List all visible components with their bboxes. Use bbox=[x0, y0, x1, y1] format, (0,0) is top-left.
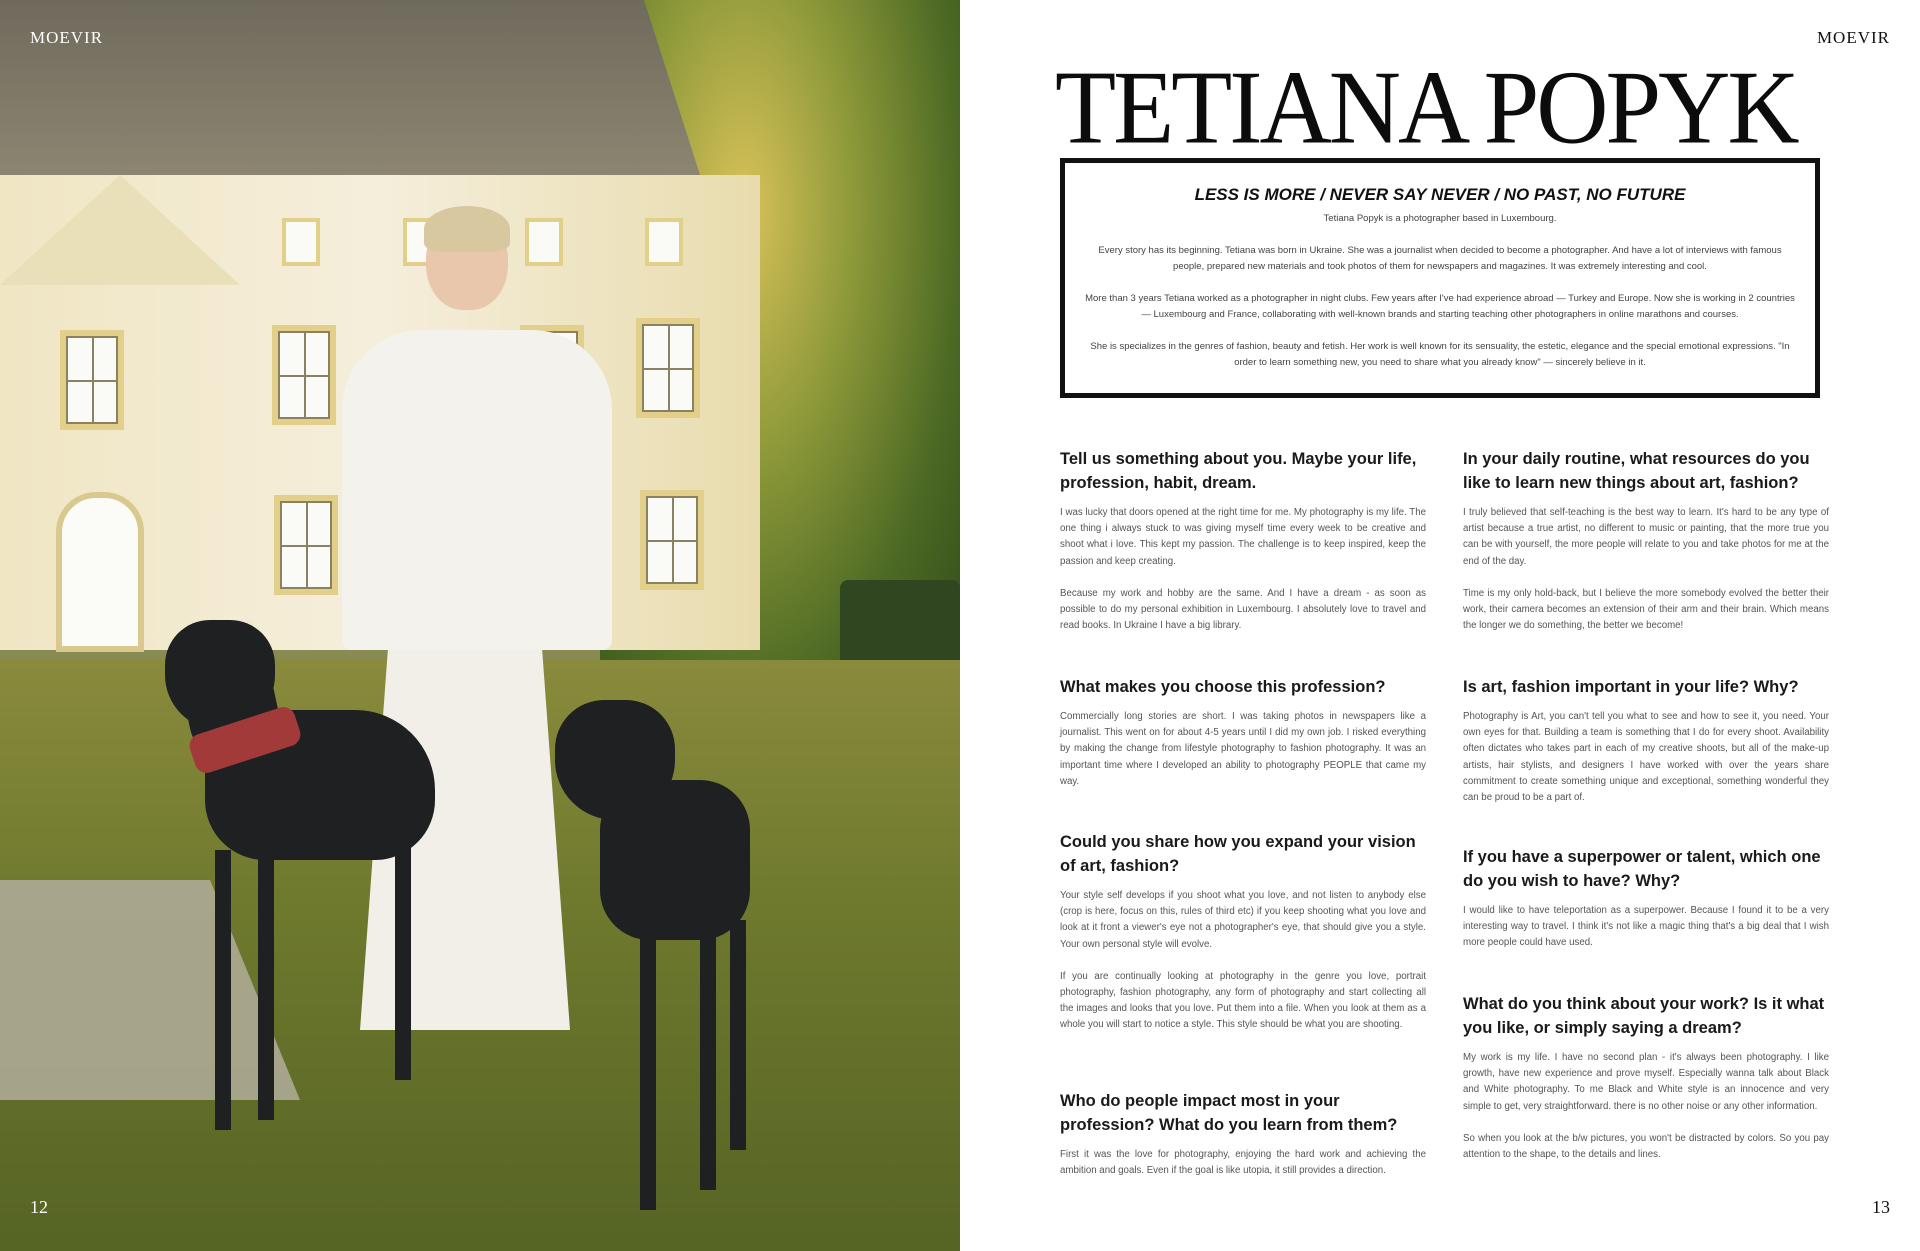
answer: I truly believed that self-teaching is the best way to learn. It's hard to be any type of artist because a true artist, no different to music or painting, that the more true you can be with yourself, the more people will relate to you and take photos for me at the end of the day. bbox=[1463, 507, 1829, 567]
intro-box bbox=[1060, 158, 1820, 398]
greyhound-right-head bbox=[555, 700, 675, 820]
answer: So when you look at the b/w pictures, you won't be distracted by colors. So you pay attention to the shape, to the details and lines. bbox=[1463, 1132, 1829, 1161]
qa-block bbox=[1463, 992, 1829, 1179]
question: What makes you choose this profession? bbox=[1060, 678, 1386, 696]
woman-hair bbox=[424, 206, 510, 252]
answer: Time is my only hold-back, but I believe the more somebody evolved the better their work, their camera becomes an extension of their arm and their brain. Which means the longer we do something, the better we become! bbox=[1463, 587, 1829, 632]
intro-paragraph: Tetiana Popyk is a photographer based in Luxembourg. bbox=[1323, 213, 1557, 224]
dormer-window bbox=[645, 218, 683, 266]
question: Who do people impact most in your profession? What do you learn from them? bbox=[1060, 1092, 1398, 1134]
qa-block bbox=[1463, 675, 1829, 822]
answer: My work is my life. I have no second plan - it's always been photography. I like growth, have new experience and prove myself. Especially wanna talk about Black and White photography. To me Black and White style is an innocence and very simple to get, very straightforward. there is no other noise or any other information. bbox=[1463, 1052, 1829, 1112]
chateau-roof bbox=[0, 0, 700, 175]
woman-cape bbox=[342, 330, 612, 650]
page-number-right: 13 bbox=[1872, 1197, 1890, 1217]
dormer-window bbox=[282, 218, 320, 266]
chateau-door bbox=[56, 492, 144, 652]
dog-leg bbox=[730, 920, 746, 1150]
window bbox=[272, 325, 336, 425]
question: Tell us something about you. Maybe your life, profession, habit, dream. bbox=[1060, 450, 1417, 492]
question: Is art, fashion important in your life? Why? bbox=[1463, 678, 1799, 696]
qa-block bbox=[1463, 447, 1829, 650]
answer: I was lucky that doors opened at the right time for me. My photography is my life. The one thing i always stuck to was giving myself time every week to be creative and shoot what i love. This kept my passion. The challenge is to keep inspired, keep the passion and keep creating. bbox=[1060, 507, 1426, 567]
intro-paragraph: She is specializes in the genres of fashion, beauty and fetish. Her work is well known for its sensuality, the estetic, elegance and the special emotional expressions. "In order to learn something new, you need to share what you already know" — sincerely believe in it. bbox=[1090, 341, 1790, 368]
dog-leg bbox=[700, 930, 716, 1190]
window bbox=[636, 318, 700, 418]
answer: Your style self develops if you shoot what you love, and not listen to anybody else (crop is here, focus on this, rules of third etc) if you keep shooting what you love and look at it front a viewer's eye not a photographer's eye, that should give you a style. Your own personal style will evolve. bbox=[1060, 890, 1426, 950]
window bbox=[60, 330, 124, 430]
question: Could you share how you expand your vision of art, fashion? bbox=[1060, 833, 1416, 875]
intro-paragraph: More than 3 years Tetiana worked as a photographer in night clubs. Few years after I've had experience abroad — Turkey and Europe. Now she is working in 2 countries — Luxembourg and France, collaborating with well-known brands and starting teaching other photographers in online marathons and courses. bbox=[1085, 293, 1795, 320]
answer: I would like to have teleportation as a superpower. Because I found it to be a very interesting way to travel. I think it's not like a magic thing that's a big deal that I wish more people could have used. bbox=[1463, 905, 1829, 949]
answer: First it was the love for photography, enjoying the hard work and achieving the ambition and goals. Even if the goal is like utopia, it still provides a direction. bbox=[1060, 1149, 1426, 1177]
dog-leg bbox=[640, 930, 656, 1210]
qa-block bbox=[1060, 1089, 1426, 1195]
qa-block bbox=[1060, 830, 1426, 1050]
answer: If you are continually looking at photography in the genre you love, portrait photography, fashion photography, any form of photography and start collecting all the images and looks that you love. Put them into a file. When you look at them as a whole you will start to notice a style. This style should be what you are shooting. bbox=[1060, 970, 1426, 1031]
slogan: LESS IS MORE / NEVER SAY NEVER / NO PAST, NO FUTURE bbox=[1194, 185, 1686, 204]
question: If you have a superpower or talent, which one do you wish to have? Why? bbox=[1463, 848, 1821, 890]
question: What do you think about your work? Is it what you like, or simply saying a dream? bbox=[1463, 995, 1825, 1037]
answer: Commercially long stories are short. I was taking photos in newspapers like a journalist. This went on for about 4-5 years until I did my own job. I risked everything by making the change from lifestyle photography to fashion photography. It was an important time where I developed an ability to photography PEOPLE that came my way. bbox=[1060, 711, 1426, 787]
answer: Because my work and hobby are the same. And I have a dream - as soon as possible to do my personal exhibition in Luxembourg. I absolutely love to travel and read books. In Ukraine I have a big library. bbox=[1060, 587, 1426, 632]
dog-leg bbox=[395, 840, 411, 1080]
page-number-left: 12 bbox=[30, 1197, 48, 1217]
intro-paragraph: Every story has its beginning. Tetiana was born in Ukraine. She was a journalist when decided to become a photographer. And have a lot of interviews with famous people, prepared new materials and took photos of them for newspapers and magazines. It was extremely interesting and cool. bbox=[1098, 245, 1782, 272]
qa-block bbox=[1060, 675, 1426, 806]
magazine-logo: MOEVIR bbox=[1816, 28, 1890, 47]
window bbox=[640, 490, 704, 590]
magazine-logo: MOEVIR bbox=[30, 28, 104, 47]
article-title: TETIANA POPYK bbox=[1055, 49, 1797, 166]
hedge bbox=[840, 580, 960, 670]
window bbox=[274, 495, 338, 595]
qa-block bbox=[1060, 447, 1426, 650]
qa-block bbox=[1463, 845, 1829, 968]
dog-leg bbox=[258, 850, 274, 1120]
question: In your daily routine, what resources do you like to learn new things about art, fashion? bbox=[1463, 450, 1810, 492]
answer: Photography is Art, you can't tell you what to see and how to see it, you need. Your own eyes for that. Building a team is something that I do for every shoot. Availability often dictates who takes part in each of my creative shoots, but all of the make-up artists, hair stylists, and designers I have worked with over the years share commitment to create something unique and exceptional, something wonderful they can be proud to be a part of. bbox=[1463, 711, 1829, 804]
dormer-window bbox=[525, 218, 563, 266]
dog-leg bbox=[215, 850, 231, 1130]
